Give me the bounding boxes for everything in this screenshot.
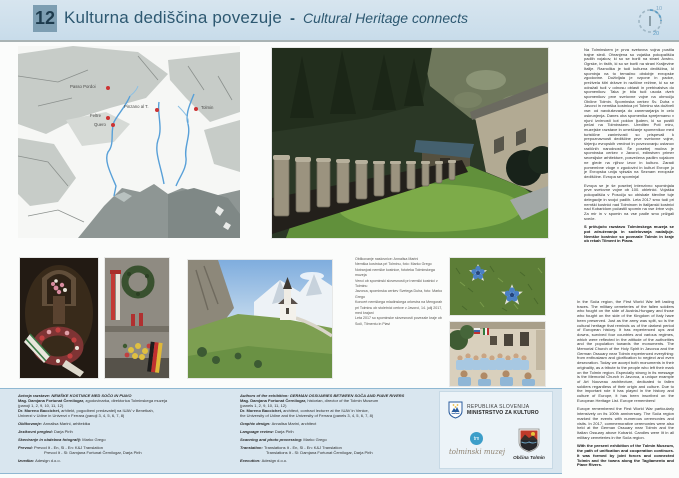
tolmin-museum-logo-icon: tm [470,432,483,445]
title-slovenian: Kulturna dediščina povezuje [64,8,283,27]
photo-javorca-alpine-church [188,260,332,378]
credit-line: Authors of the exhibition: GERMAN OSSUARIES BETWEEN SOČA AND PIAVE RIVERS [240,393,405,398]
credit-line: Izvedba: Adesign d.o.o. [18,458,61,463]
map-graphic [18,46,240,238]
panel-number: 12 [33,5,57,32]
credit-line: Avtorja razstave: NEMŠKE KOSTNICE MED SOČO IN PIAVO [18,393,132,398]
credit-line: Mag. Damjana Fortunat Černilogar, zgodovinarka, direktorica Tolminskega muzeja [18,398,168,403]
main-text-slovenian [584,48,674,248]
photo-ossuary-interior-wreath [20,258,98,378]
caption-line: Oblikovanje naslovnice: Annalisa Marini [355,257,419,261]
title-english: Cultural Heritage connects [303,10,469,26]
ministry-line2: MINISTRSTVO ZA KULTURO [467,410,539,416]
caption-line: Notranjost nemške kostnice, fototeka Tolminskega muzeja [355,267,435,278]
svg-text:10: 10 [656,6,663,12]
municipality-tolmin-name: Občina Tolmin [513,455,545,460]
caption-line: Javorca, spominska cerkev Svetega Duha, foto: Marko Grego [355,289,443,299]
credit-line: Univerzi v Udine in Univerzi v Ferrara (panoji 3, 4, 5, 6, 7, 8) [18,413,125,418]
credit-line: Skeniranje in obdelava fotografij: Marko Grego [18,437,106,442]
si-paragraph-closing: S pričujočo razstavo Tolminskega muzeja se pot združevanja in sodelovanja nadaljuje. Nemške kostnice so povezale Tolmin in kraje ob rekah Tilment in Piava. [584,224,674,244]
map-label-pinzano: Pinzano al T. [124,104,149,109]
photo-captions [355,257,447,327]
map-label-passo-pordoi: Passo Pordoi [70,84,96,89]
credit-line: (panoji 1, 2, 9, 10, 11, 12) [18,403,64,408]
credit-line: Scanning and photo processing: Marko Grego [240,437,327,442]
credit-line: Execution: Adesign d.o.o. [240,458,288,463]
photo-german-ossuary-wall [272,48,548,238]
photo-ceremony-crowd [450,322,545,386]
caption-line: Venci ob spominski slovesnosti pri nemški kostnici v Tolminu [355,278,438,289]
credit-line: Translation: Translations It - En, Sl - En: K&J Translation [240,445,342,450]
logos-box [440,392,552,468]
slovenia-coat-of-arms-icon [448,401,463,419]
credit-line: Oblikovanje: Annalisa Marini, arhitektka [18,421,91,426]
si-paragraph-2: Evropa se je še posebej intenzivno spominjala prve svetovne vojne ob 100. obletnici. Vojaška pokopališča v Posočju so obiskale številne tuje delegacije in svojci padlih. Leta 2017 smo tudi pri nemški kostnici nad Tolminom in italijanski kostnici nad Kobaridom počastili spomin na vse žrtve vojn. Za mir in v spomin na vse padle smo prižgali sveče. [584,182,674,221]
credit-line: Dr. Moreno Baccichet, architect, contract lecturer at the IUAV in Venice, [240,408,369,413]
map-soca-piave-region [18,46,240,238]
photo-wreaths-ribbons [105,258,169,378]
si-paragraph-1: Na Tolminskem je prva svetovna vojna pustila trajne sledi. Ohranjena so vojaška pokopališča padlih vojakov, ki so se borili na strani Avstro-Ogrske, in tistih, ki so se borili na strani Kraljevine Italije. Raznolika je tudi kulturna dediščina, ki spominja na to temačno obdobje evropske zgodovine. Doživljala je vzpone in padce, preživela štiri države in različne režime, ki so se odražali tudi v odnosu oblasti in prebivalstva do spomenikov. Taka je bila tudi usoda dveh spomenikov prve svetovne vojne na območju Občine Tolmin. Spominska cerkev Sv. Duha v Javorci in nemška kostnica pri Tolminu sta doživeli vse: od navduševanja do zanemarjanja in celo oskrunjenja. Danes oba spomenika sprejemamo v njuni izvirnosti kot poklon ljudem, ki so pustili pečat na Tolminskem. Ureditev Poti miru, muzejske razstave in umeščanje spomenikov med turistične zanimivosti so prispevali k prepoznavnosti dediščine prve svetovne vojne, širjenju evropskih vrednot in povezovanju ustanov različnih narodnosti. Še posebej močna je spominska cerkev v Javorci, edinstven primer secesijske arhitekture, posvečena padlim vojakom ne glede na njihov izvor in kulturo. Zaradi pomembne vloge v zgodovini in kulturi Evrope jo je Evropska unija vpisala na Seznam evropske dediščine. Evropa se spominja! [584,48,674,179]
credit-line: Mag. Damjana Fortunat Černilogar, historian, director of the Tolmin Museum [240,398,379,403]
credit-line: Prevod It - Sl: Damjana Fortunat Černilogar, Darja Pirih [44,450,142,455]
en-paragraph-2: Europe remembered the First World War particularly intensively on its 100th anniversary. The Soča region marked the events with numerous ceremonies and visits. In 2017, commemorative ceremonies were also held at the German Ossuary near Tolmin and the Italian Ossuary above Kobarid. Candles were lit in all military cemeteries in the Soča region. [577,406,674,440]
credits-slovenian [18,393,230,463]
en-paragraph-1: In the Soča region, the First World War left lasting traces. The military cemeteries of the fallen soldiers who fought on the side of Austria-Hungary and those who fought on the side of the Kingdom of Italy have been preserved. Just as the army was split, so is the cultural heritage that reminds us of the darkest period of European history. It has experienced ups and downs, survived four countries and various regimes, which were reflected in the attitude of the authorities and the population towards the monuments. The Memorial Church of the Holy Spirit in Javorca and the German Ossuary near Tolmin experienced everything: from enthusiasm and glorification to neglect and even desecration. Today we accept both monuments in their originality, as a tribute to the people who left their mark on the Tolmin region. Especially strong in its message is the Memorial Church in Javorca, a unique example of Art Nouveau architecture, dedicated to fallen soldiers regardless of their origin and culture. Due to the important role it has played in the history and culture of Europe, it has been inscribed on the European Heritage List. Europe remembers! [577,300,674,403]
panel-counter-dial-icon [633,3,667,37]
map-label-tolmin: Tolmin [201,105,214,110]
caption-line: Leta 2017 so spominske slovesnosti povezale kraje ob Soči, Tilmentu in Piavi [355,316,442,326]
credit-line: Jezikovni pregled: Darja Pirih [18,429,73,434]
credits-english [240,393,436,463]
caption-line: Nemška kostnica pri Tolminu, foto: Marko Grego [355,262,432,267]
municipality-tolmin-shield-icon [518,428,540,453]
tolmin-museum-name: tolminski muzej [448,448,506,456]
credit-line: Translations It - Sl: Damjana Fortunat Černilogar, Darja Pirih [266,450,373,455]
map-label-quero: Quero [94,122,106,127]
photo-memorial-flowers-grass [450,258,545,315]
credit-line: Dr. Moreno Baccichet, arhitekt, pogodbeni predavatelj na IUAV v Benetkah, [18,408,154,413]
credit-line: the University of Udine and the University of Ferrara (panels 3, 4, 5, 6, 7, 8) [240,413,374,418]
caption-line: Koncert nemškega mladinskega orkestra na Mengorah pri Tolminu ob stoletnici cerkve v Javorci, 14. julij 2017, med krajani [355,300,443,316]
en-paragraph-closing: With the present exhibition of the Tolmin Museum, the path of unification and cooperation continues. It was formed by joint forces and connected Tolmin and the towns along the Tagliamento and Piave Rivers. [577,443,674,468]
main-text-english [577,300,674,472]
ministry-line1: REPUBLIKA SLOVENIJA [467,404,530,410]
credit-line: Prevod: Prevod It - En, Sl - En: K&J Translation [18,445,103,450]
credit-line: (panels 1, 2, 9, 10, 11, 12) [240,403,287,408]
title-separator: - [290,10,296,27]
header-band [0,0,679,42]
ministry-logo [448,401,539,419]
credit-line: Graphic design: Annalisa Marini, architect [240,421,317,426]
svg-text:20: 20 [653,31,660,37]
map-label-feltre: Feltre [90,113,101,118]
credit-line: Language review: Darja Pirih [240,429,294,434]
panel-title [64,8,468,28]
